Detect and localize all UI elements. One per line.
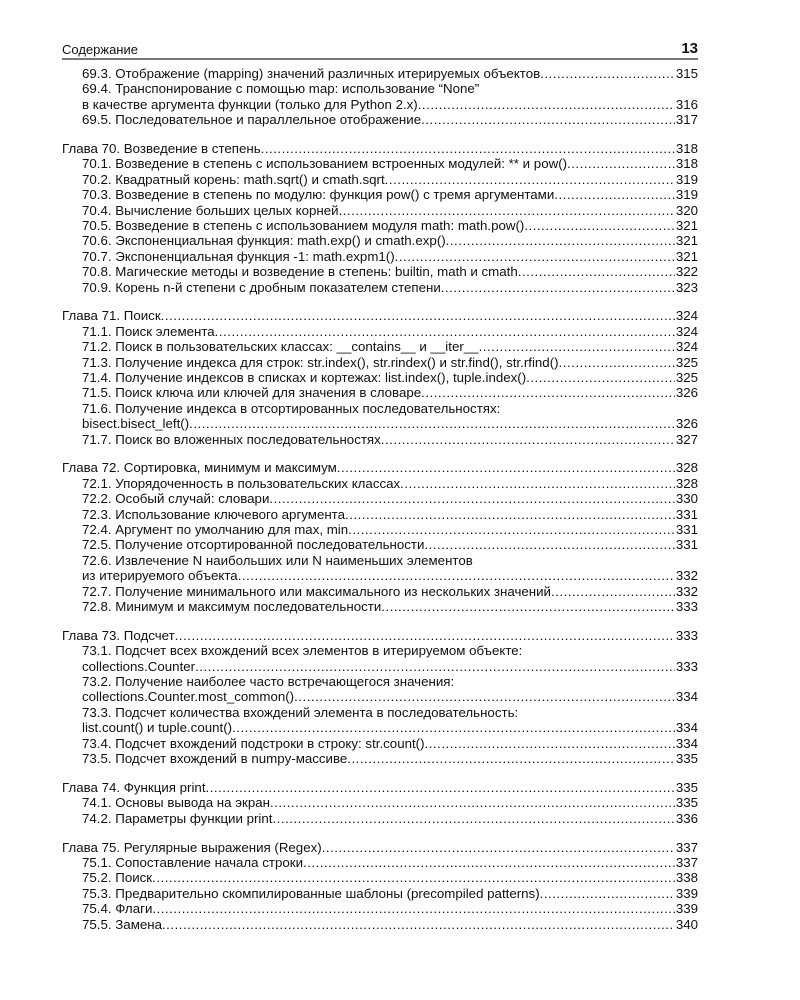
toc-chapter-group (62, 628, 698, 767)
entry-title: list.count() и tuple.count() (82, 720, 233, 736)
entry-title: 70.5. Возведение в степень с использованием модуля math: math.pow() (82, 218, 525, 234)
dot-leader (559, 355, 675, 370)
toc-chapter-group (62, 780, 698, 826)
toc-section-entry[interactable] (62, 112, 698, 127)
entry-page-number: 331 (675, 522, 698, 538)
entry-page-number: 331 (675, 537, 698, 553)
toc-section-entry[interactable] (62, 203, 698, 218)
toc-section-entry[interactable] (62, 187, 698, 202)
entry-page-number: 316 (675, 96, 698, 112)
entry-title: 75.4. Флаги (82, 901, 153, 917)
page-number: 13 (681, 40, 698, 57)
toc-section-entry[interactable] (62, 553, 698, 584)
entry-page-number: 332 (675, 583, 698, 599)
toc-section-entry[interactable] (62, 811, 698, 826)
entry-title: 75.5. Замена (82, 916, 162, 932)
entry-title: 71.3. Получение индекса для строк: str.index(), str.rindex() и str.find(), str.rfind() (82, 354, 559, 370)
toc-chapter-group (62, 460, 698, 614)
dot-leader (425, 736, 675, 751)
toc-section-entry[interactable] (62, 507, 698, 522)
entry-title: 72.8. Минимум и максимум последовательности (82, 599, 382, 614)
dot-leader (272, 811, 674, 826)
toc-section-entry[interactable] (62, 599, 698, 614)
dot-leader (189, 416, 675, 431)
dot-leader (518, 264, 675, 279)
toc-section-entry[interactable] (62, 855, 698, 870)
dot-leader (400, 476, 675, 491)
entry-title-line: 73.1. Подсчет всех вхождений всех элементов в итерируемом объекте: (82, 643, 523, 659)
dot-leader (348, 522, 675, 537)
entry-title: 70.7. Экспоненциальная функция -1: math.expm1() (82, 248, 395, 264)
dot-leader (270, 795, 675, 810)
running-title: Содержание (62, 42, 138, 57)
entry-title: 70.3. Возведение в степень по модулю: функция pow() с тремя аргументами (82, 187, 555, 203)
toc-section-entry[interactable] (62, 476, 698, 491)
entry-page-number: 331 (675, 506, 698, 522)
dot-leader (345, 507, 675, 522)
dot-leader (152, 870, 675, 885)
dot-leader (162, 917, 675, 932)
toc-chapter-group (62, 66, 698, 128)
entry-page-number: 321 (675, 233, 698, 249)
dot-leader (524, 218, 674, 233)
dot-leader (446, 233, 675, 248)
entry-page-number: 325 (675, 370, 698, 386)
entry-title: 73.5. Подсчет вхождений в numpy-массиве (82, 751, 348, 767)
toc-section-entry[interactable] (62, 522, 698, 537)
entry-page-number: 323 (675, 279, 698, 295)
entry-title: 75.2. Поиск (82, 870, 153, 886)
toc-chapter-entry[interactable] (62, 141, 698, 156)
entry-title: 72.2. Особый случай: словари (82, 491, 270, 507)
dot-leader (479, 339, 675, 354)
dot-leader (347, 751, 675, 766)
toc-section-entry[interactable] (62, 249, 698, 264)
page-header (62, 41, 698, 60)
entry-title: 75.3. Предварительно скомпилированные шаблоны (precompiled patterns) (82, 885, 540, 901)
entry-page-number: 325 (675, 354, 698, 370)
entry-title: в качестве аргумента функции (только для Python 2.x) (82, 96, 418, 112)
entry-title: 70.8. Магические методы и возведение в степень: builtin, math и cmath (82, 264, 518, 280)
entry-title: 71.5. Поиск ключа или ключей для значения в словаре (82, 385, 422, 401)
dot-leader (540, 886, 675, 901)
toc-section-entry[interactable] (62, 674, 698, 705)
dot-leader (540, 66, 675, 81)
dot-leader (339, 203, 675, 218)
entry-page-number: 335 (675, 795, 698, 811)
toc-section-entry[interactable] (62, 172, 698, 187)
entry-page-number: 326 (675, 416, 698, 432)
dot-leader (232, 720, 675, 735)
dot-leader (395, 249, 675, 264)
toc-chapter-entry[interactable] (62, 780, 698, 795)
toc-section-entry[interactable] (62, 901, 698, 916)
dot-leader (269, 491, 674, 506)
dot-leader (526, 370, 675, 385)
dot-leader (421, 112, 675, 127)
entry-page-number: 315 (675, 66, 698, 81)
dot-leader (567, 156, 675, 171)
dot-leader (195, 659, 675, 674)
dot-leader (175, 628, 675, 643)
dot-leader (337, 460, 675, 475)
entry-page-number: 335 (675, 779, 698, 795)
entry-title: 72.5. Получение отсортированной последовательности (82, 537, 425, 553)
entry-title: 74.2. Параметры функции print (82, 810, 273, 826)
dot-leader (381, 432, 675, 447)
entry-title: 70.4. Вычисление больших целых корней (82, 202, 339, 218)
toc-section-entry[interactable] (62, 705, 698, 736)
entry-title: 70.6. Экспоненциальная функция: math.exp() и cmath.exp() (82, 233, 446, 249)
entry-page-number: 327 (675, 431, 698, 447)
table-of-contents (62, 66, 698, 945)
entry-page-number: 337 (675, 854, 698, 870)
entry-page-number: 328 (675, 475, 698, 491)
entry-title: 74.1. Основы вывода на экран (82, 795, 270, 811)
dot-leader (554, 187, 675, 202)
entry-page-number: 333 (675, 599, 698, 614)
toc-section-entry[interactable] (62, 324, 698, 339)
toc-chapter-entry[interactable] (62, 840, 698, 855)
entry-page-number: 340 (675, 916, 698, 932)
entry-title: 71.1. Поиск элемента (82, 323, 215, 339)
dot-leader (381, 599, 675, 614)
entry-title: 70.9. Корень n-й степени с дробным показателем степени (82, 279, 441, 295)
entry-title: bisect.bisect_left() (82, 416, 190, 432)
dot-leader (385, 172, 675, 187)
entry-page-number: 336 (675, 810, 698, 826)
entry-title: 71.7. Поиск во вложенных последовательностях (82, 431, 381, 447)
entry-page-number: 339 (675, 885, 698, 901)
entry-title: 72.3. Использование ключевого аргумента (82, 506, 346, 522)
toc-section-entry[interactable] (62, 870, 698, 885)
entry-page-number: 339 (675, 901, 698, 917)
entry-title: 72.4. Аргумент по умолчанию для max, min (82, 522, 349, 538)
toc-section-entry[interactable] (62, 370, 698, 385)
entry-title-line: 73.2. Получение наиболее часто встречающегося значения: (82, 674, 455, 690)
dot-leader (551, 584, 675, 599)
entry-page-number: 332 (675, 568, 698, 584)
dot-leader (152, 901, 674, 916)
toc-section-entry[interactable] (62, 584, 698, 599)
dot-leader (322, 840, 675, 855)
entry-title: 71.4. Получение индексов в списках и кортежах: list.index(), tuple.index() (82, 370, 527, 386)
toc-section-entry[interactable] (62, 643, 698, 674)
dot-leader (215, 324, 675, 339)
toc-chapter-group (62, 308, 698, 447)
toc-section-entry[interactable] (62, 66, 698, 81)
toc-section-entry[interactable] (62, 280, 698, 295)
entry-title: collections.Counter.most_common() (82, 689, 295, 705)
entry-page-number: 334 (675, 720, 698, 736)
entry-title: из итерируемого объекта (82, 568, 238, 584)
dot-leader (303, 855, 675, 870)
entry-page-number: 328 (675, 460, 698, 476)
entry-page-number: 337 (675, 839, 698, 855)
entry-page-number: 319 (675, 187, 698, 203)
entry-title: Глава 72. Сортировка, минимум и максимум (62, 460, 337, 476)
entry-page-number: 321 (675, 218, 698, 234)
toc-section-entry[interactable] (62, 917, 698, 932)
toc-chapter-group (62, 840, 698, 932)
entry-title-line: 71.6. Получение индекса в отсортированных последовательностях: (82, 400, 501, 416)
entry-page-number: 334 (675, 735, 698, 751)
entry-title: 70.1. Возведение в степень с использованием встроенных модулей: ** и pow() (82, 156, 568, 172)
toc-section-entry[interactable] (62, 401, 698, 432)
entry-title: Глава 74. Функция print (62, 779, 206, 795)
entry-page-number: 317 (675, 112, 698, 128)
entry-title: 69.3. Отображение (mapping) значений различных итерируемых объектов (82, 66, 541, 81)
toc-section-entry[interactable] (62, 886, 698, 901)
entry-title: 73.4. Подсчет вхождений подстроки в строку: str.count() (82, 735, 425, 751)
dot-leader (238, 568, 675, 583)
entry-title: 70.2. Квадратный корень: math.sqrt() и cmath.sqrt (82, 171, 385, 187)
dot-leader (161, 308, 675, 323)
toc-chapter-entry[interactable] (62, 308, 698, 323)
toc-section-entry[interactable] (62, 339, 698, 354)
toc-chapter-entry[interactable] (62, 628, 698, 643)
entry-title: collections.Counter (82, 658, 196, 674)
entry-page-number: 330 (675, 491, 698, 507)
entry-page-number: 334 (675, 689, 698, 705)
toc-section-entry[interactable] (62, 736, 698, 751)
entry-page-number: 338 (675, 870, 698, 886)
toc-section-entry[interactable] (62, 355, 698, 370)
entry-page-number: 318 (675, 156, 698, 172)
entry-page-number: 321 (675, 248, 698, 264)
entry-page-number: 322 (675, 264, 698, 280)
toc-chapter-group (62, 141, 698, 295)
entry-title: Глава 71. Поиск (62, 308, 161, 324)
entry-title-line: 72.6. Извлечение N наибольших или N наименьших элементов (82, 552, 473, 568)
dot-leader (424, 537, 674, 552)
entry-page-number: 319 (675, 171, 698, 187)
entry-title: Глава 73. Подсчет (62, 627, 175, 643)
entry-title: 72.1. Упорядоченность в пользовательских классах (82, 475, 401, 491)
entry-title: 71.2. Поиск в пользовательских классах: __contains__ и __iter__ (82, 339, 479, 355)
toc-section-entry[interactable] (62, 264, 698, 279)
toc-section-entry[interactable] (62, 385, 698, 400)
entry-page-number: 326 (675, 385, 698, 401)
entry-page-number: 333 (675, 658, 698, 674)
entry-title: Глава 75. Регулярные выражения (Regex) (62, 839, 322, 855)
dot-leader (294, 689, 675, 704)
toc-section-entry[interactable] (62, 751, 698, 766)
entry-title: 72.7. Получение минимального или максимального из нескольких значений (82, 583, 551, 599)
dot-leader (261, 141, 675, 156)
entry-page-number: 320 (675, 202, 698, 218)
toc-section-entry[interactable] (62, 491, 698, 506)
dot-leader (206, 780, 675, 795)
entry-page-number: 324 (675, 308, 698, 324)
entry-title-line: 73.3. Подсчет количества вхождений элемента в последовательность: (82, 704, 519, 720)
entry-title: 69.5. Последовательное и параллельное отображение (82, 112, 422, 128)
entry-page-number: 335 (675, 751, 698, 767)
toc-section-entry[interactable] (62, 156, 698, 171)
dot-leader (441, 280, 675, 295)
toc-section-entry[interactable] (62, 537, 698, 552)
entry-title: Глава 70. Возведение в степень (62, 141, 261, 157)
dot-leader (418, 97, 675, 112)
dot-leader (421, 385, 675, 400)
toc-section-entry[interactable] (62, 81, 698, 112)
toc-section-entry[interactable] (62, 432, 698, 447)
entry-page-number: 318 (675, 141, 698, 157)
toc-section-entry[interactable] (62, 795, 698, 810)
toc-section-entry[interactable] (62, 233, 698, 248)
entry-page-number: 333 (675, 627, 698, 643)
entry-title: 75.1. Сопоставление начала строки (82, 854, 304, 870)
entry-page-number: 324 (675, 339, 698, 355)
toc-section-entry[interactable] (62, 218, 698, 233)
toc-chapter-entry[interactable] (62, 460, 698, 475)
entry-title-line: 69.4. Транспонирование с помощью map: использование “None” (82, 81, 480, 97)
entry-page-number: 324 (675, 323, 698, 339)
